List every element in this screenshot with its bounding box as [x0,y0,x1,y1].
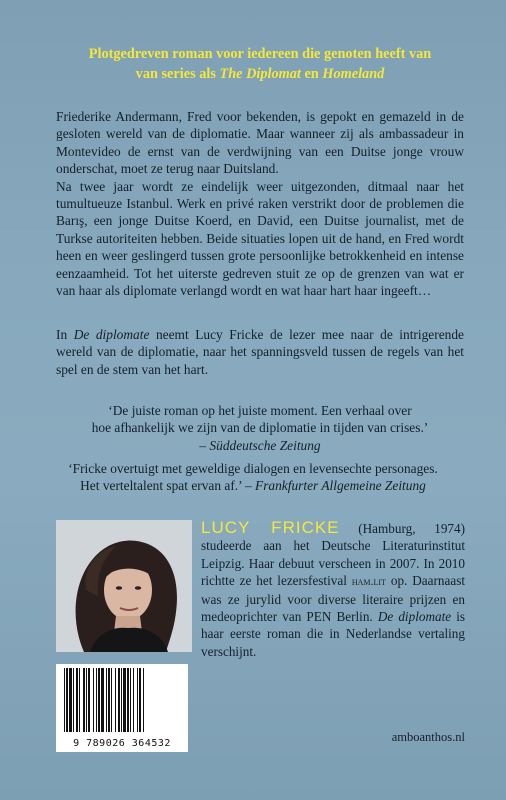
tagline [40,44,480,84]
publisher-website[interactable]: amboanthos.nl [391,730,465,744]
festival-name: ham.lit [351,574,386,589]
barcode-bar [66,668,68,732]
quote-2-source: Frankfurter Allgemeine Zeitung [255,478,426,494]
barcode-bar [139,668,141,732]
blurb [56,108,464,299]
bio-part-1: (Hamburg, 1974) studeerde aan het Deutsche Literaturinstitut Leipzig. Haar debuut verscheen in 2007. In 2010 richtte ze het lezersfestival [201,521,465,589]
barcode-bar [111,668,112,732]
barcode-bar [69,668,72,732]
quote-1-attribution [56,437,464,454]
tagline-line-2 [40,64,480,84]
barcode-bar [133,668,134,732]
barcode-bar [123,668,126,732]
barcode-bar [86,668,87,732]
intro-prefix: In [56,327,74,342]
review-quote-1 [56,402,464,454]
series-title-homeland: Homeland [322,66,385,82]
barcode-bar [127,668,129,732]
barcode-bar [88,668,90,732]
quote-1-line-1: ‘De juiste roman op het juiste moment. Een verhaal over [108,403,412,418]
tagline-prefix: van series als [135,66,220,82]
barcode-bar [115,668,116,732]
author-bio [201,519,465,660]
bio-part-2: op. Daarnaast was ze jurylid voor diverse literaire prijzen en medeoprichter van PEN Berlin. [201,573,465,625]
bio-book-title: De diplomate [377,609,452,625]
quote-1-source: Süddeutsche Zeitung [209,437,321,453]
author-photo [56,520,192,652]
barcode-bar [108,668,110,732]
quote-2-line-1: ‘Fricke overtuigt met geweldige dialogen en levensechte personages. [68,461,438,476]
tagline-connector: en [300,66,323,82]
barcode [56,664,188,752]
blurb-paragraph-2: Na twee jaar wordt ze eindelijk weer uitgezonden, ditmaal naar het tumultueuze Istanbul. Werk en privé raken verstrikt door de problemen die Barış, een jonge Duitse Koerd, en David, een Duitse journalist, met de Turkse autoriteiten hebben. Beide situaties lopen uit de hand, en Fred wordt heen en weer geslingerd tussen grote persoonlijke betrokkenheid en intense eenzaamheid. Tot het uiterste gedreven stuit ze op de grenzen van wat er van haar als diplomate verlangd wordt en wat haar hart haar ingeeft… [56,178,464,299]
barcode-bar [106,668,107,732]
barcode-bar [98,668,100,732]
quote-1-dash: – [199,437,210,453]
quote-2-line-2 [40,477,466,494]
isbn-number: 9 789026 364532 [73,738,171,749]
author-portrait-illustration [56,520,192,652]
barcode-bar [64,668,65,732]
barcode-bar [143,668,144,732]
barcode-bar [79,668,80,732]
barcode-bar [73,668,74,732]
quote-1-line-2: hoe afhankelijk we zijn van de diplomatie in tijden van crises.’ [91,420,429,436]
bio-part-3: is haar eerste roman die in Nederlandse vertaling verschijnt. [201,609,466,659]
barcode-bar [76,668,78,732]
quote-2-text: Het verteltalent spat ervan af.’ – [80,478,256,494]
barcode-bar [101,668,104,732]
barcode-bar [118,668,120,732]
barcode-bar [137,668,138,732]
series-title-diplomat: The Diplomat [219,66,301,82]
barcode-bar [121,668,122,732]
barcode-bar [83,668,85,732]
barcode-bar [96,668,97,732]
author-name: LUCY FRICKE [201,518,340,537]
barcode-bars [56,664,188,736]
review-quote-2 [40,460,466,495]
intro-book-title: De diplomate [73,327,150,342]
intro-paragraph [56,326,464,378]
blurb-paragraph-1: Friederike Andermann, Fred voor bekenden, is gepokt en gemazeld in de gesloten wereld van de diplomatie. Maar wanneer zij als ambassadeur in Montevideo de ernst van de verdwijning van een Duitse jonge vrouw onderschat, moet ze terug naar Duitsland. [56,109,464,177]
barcode-bar [130,668,131,732]
tagline-line-1: Plotgedreven roman voor iedereen die genoten heeft van [88,46,432,62]
barcode-bar [93,668,94,732]
intro-rest: neemt Lucy Fricke de lezer mee naar de intrigerende wereld van de diplomatie, naar het spanningsveld tussen de regels van het spel en de stem van het hart. [56,327,464,377]
